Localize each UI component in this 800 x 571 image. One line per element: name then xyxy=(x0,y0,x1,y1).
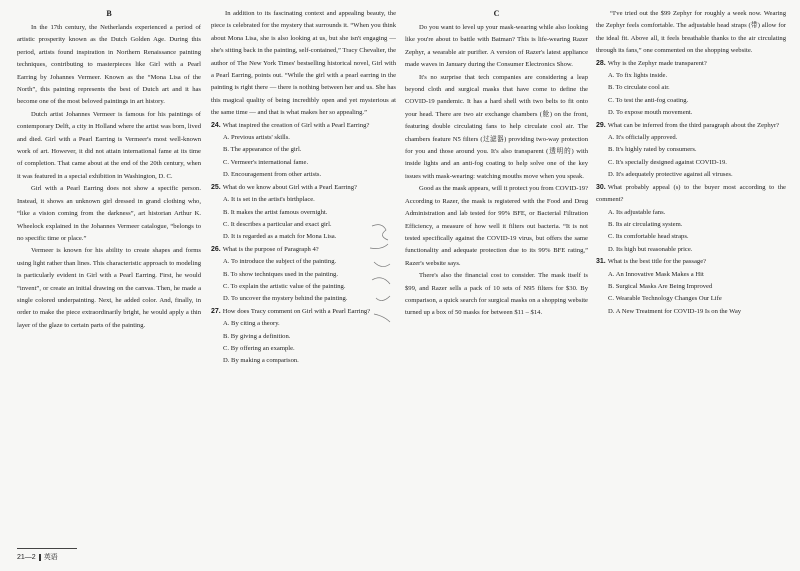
subject-label: 英语 xyxy=(43,554,58,561)
question-stem: What do we know about Girl with a Pearl Earring? xyxy=(222,183,357,191)
option-c[interactable]: C. It's specially designed against COVID-19. xyxy=(608,158,727,166)
option-a[interactable]: A. Its adjustable fans. xyxy=(608,208,666,216)
section-c-title: C xyxy=(493,9,500,18)
question-stem: What is the best title for the passage? xyxy=(607,258,707,266)
question-number: 31. xyxy=(596,258,606,266)
option-c[interactable]: C. Wearable Technology Changes Our Life xyxy=(608,295,722,303)
passage-c-paragraph-1: Do you want to level up your mask-wearing while also looking like you're about to battle with Batman? This is life-wearing Razer Zephyr, a wearable air purifier. A version of Razer's latest appliance made waves in January during the Consumer Electronics Show. xyxy=(405,24,588,69)
question-stem: What inspired the creation of Girl with a Pearl Earring? xyxy=(222,121,370,129)
question-number: 30. xyxy=(596,183,606,191)
option-d[interactable]: D. It's adequately protective against all viruses. xyxy=(608,171,733,179)
column-4 xyxy=(596,8,786,318)
passage-c-paragraph-2: It's no surprise that tech companies are considering a leap beyond cloth and surgical masks that have come to define the COVID-19 pandemic. It has a hard shell with two belts to fit onto your head. There are two air exchange chambers (舱) on the front, featuring double circulating fans to help circulate cool air. The chambers feature N5 filters (过滤器) providing two-way protection for you and those around you. It's also transparent (透明的) with inside lights and an anti-fog coating to help solve one of the key issues with mask-wearing: watching mouths move when you speak. xyxy=(405,73,588,180)
option-b[interactable]: B. The appearance of the girl. xyxy=(223,146,302,154)
question-number: 27. xyxy=(211,307,221,315)
option-d[interactable]: D. A New Treatment for COVID-19 Is on the Way xyxy=(608,307,742,315)
passage-b-paragraph-5: In addition to its fascinating context and appealing beauty, the piece is celebrated for the mystery that surrounds it. “When you think about Mona Lisa, she is also looking at us, but she isn't engaging — she's sitting back in the painting, self-contained,” Tracy Chevalier, the author of The New York Times' bestselling historical novel, Girl with a Pearl Earring, points out. “While the girl with a pearl earring in the painting is right there — there is nothing between her and us. She has this magical quality of being incredibly open and yet mysterious at the same time — and that is what makes her so appealing.” xyxy=(211,10,396,117)
question-30 xyxy=(596,182,786,207)
question-stem: What can be inferred from the third paragraph about the Zephyr? xyxy=(607,121,780,129)
passage-b-paragraph-3: Girl with a Pearl Earring does not show a specific person. Instead, it shows an unknown girl dressed in grand clothing who, “like a vision coming from the darkness”, art historian Arthur K. Wheelock explained in the Johannes Vermeer catalogue, “belongs to no specific time or place.” xyxy=(17,185,201,242)
column-3 xyxy=(405,8,588,320)
option-c[interactable]: C. To test the anti-fog coating. xyxy=(608,96,689,104)
handwritten-scribble-icon xyxy=(368,218,398,328)
option-d[interactable]: D. To expose mouth movement. xyxy=(608,109,693,117)
question-stem: What probably appeal (s) to the buyer most according to the comment? xyxy=(596,183,786,204)
question-25 xyxy=(211,182,396,194)
option-b[interactable]: B. Surgical Masks Are Being Improved xyxy=(608,282,713,290)
passage-c-paragraph-5: “I've tried out the $99 Zephyr for roughly a week now. Wearing the Zephyr feels comfortable. The adjustable head straps (带) allow for the ideal fit. Above all, it feels breathable thanks to the air circulating through its fans,” one commented on the shopping website. xyxy=(596,10,786,55)
footer-divider xyxy=(17,548,77,549)
option-a[interactable]: A. Previous artists' skills. xyxy=(223,134,290,142)
page-number: 21—2 xyxy=(17,554,36,561)
option-a[interactable]: A. It is set in the artist's birthplace. xyxy=(223,196,315,204)
page-footer xyxy=(17,552,58,562)
option-b[interactable]: B. It makes the artist famous overnight. xyxy=(223,208,328,216)
passage-b-paragraph-2: Dutch artist Johannes Vermeer is famous for his paintings of contemporary Delft, a city in Holland where the artist was born, lived and died. Girl with a Pearl Earring is Vermeer's most well-known work of art. However, it did not attain international fame at its time of completion. That came about at the end of the 20th century, when it was featured in a special exhibition in Washington, D. C. xyxy=(17,110,201,180)
option-a[interactable]: A. An Innovative Mask Makes a Hit xyxy=(608,270,704,278)
option-c[interactable]: C. To explain the artistic value of the painting. xyxy=(223,282,346,290)
option-b[interactable]: B. Its air circulating system. xyxy=(608,220,683,228)
option-b[interactable]: B. It's highly rated by consumers. xyxy=(608,146,697,154)
option-b[interactable]: B. To show techniques used in the painting. xyxy=(223,270,338,278)
option-a[interactable]: A. To fix lights inside. xyxy=(608,72,668,80)
passage-b-paragraph-4: Vermeer is known for his ability to create shapes and forms using light rather than lines. This characteristic approach to modeling is particularly evident in Girl with a Pearl Earring. First, he would “invent”, or create an initial drawing on the canvas. Then, he made a single colored underpainting. Next, he added color. And, finally, in order to make the piece extraordinarily bright, he would apply a thin layer of the glaze to certain parts of the painting. xyxy=(17,247,201,329)
section-b-title: B xyxy=(106,9,112,18)
option-a[interactable]: A. It's officially approved. xyxy=(608,134,678,142)
question-stem: Why is the Zephyr made transparent? xyxy=(607,59,707,67)
option-b[interactable]: B. To circulate cool air. xyxy=(608,84,670,92)
passage-b-paragraph-1: In the 17th century, the Netherlands experienced a period of artistic prosperity known as the Dutch Golden Age. During this period, artists found inspiration in Northern Renaissance painting techniques, contributing to masterpieces like Girl with a Pearl Earring by Johannes Vermeer. Known as the “Mona Lisa of the North”, this painting represents the best of Dutch art and it has become one of the most beloved paintings in art history. xyxy=(17,24,201,106)
question-stem: How does Tracy comment on Girl with a Pearl Earring? xyxy=(222,307,371,315)
question-28 xyxy=(596,58,786,70)
option-d[interactable]: D. Encouragement from other artists. xyxy=(223,171,322,179)
question-number: 29. xyxy=(596,121,606,129)
question-stem: What is the purpose of Paragraph 4? xyxy=(222,245,319,253)
question-number: 25. xyxy=(211,183,221,191)
option-b[interactable]: B. By giving a definition. xyxy=(223,332,291,340)
option-d[interactable]: D. It is regarded as a match for Mona Lisa. xyxy=(223,233,337,241)
separator-bar xyxy=(39,554,41,561)
option-d[interactable]: D. Its high but reasonable price. xyxy=(608,245,693,253)
column-1 xyxy=(17,8,201,332)
passage-c-paragraph-3: Good as the mask appears, will it protect you from COVID-19? According to Razer, the mask is registered with the Food and Drug Administration and lab tested for 99% BFE, or Bacterial Filtration Efficiency, a measure of how well it filters out bacteria. “It is not tested specifically against the COVID-19 virus, but offers the same functionality and adequate protection due to its 99% BFE rating,” Razer's website says. xyxy=(405,185,588,267)
option-c[interactable]: C. Its comfortable head straps. xyxy=(608,233,689,241)
question-29 xyxy=(596,120,786,132)
question-number: 26. xyxy=(211,245,221,253)
option-c[interactable]: C. Vermeer's international fame. xyxy=(223,158,309,166)
option-d[interactable]: D. To uncover the mystery behind the painting. xyxy=(223,295,348,303)
question-24 xyxy=(211,120,396,132)
question-number: 24. xyxy=(211,121,221,129)
question-number: 28. xyxy=(596,59,606,67)
option-c[interactable]: C. By offering an example. xyxy=(223,344,295,352)
option-c[interactable]: C. It describes a particular and exact girl. xyxy=(223,220,332,228)
option-d[interactable]: D. By making a comparison. xyxy=(223,357,299,365)
option-a[interactable]: A. To introduce the subject of the painting. xyxy=(223,258,337,266)
passage-c-paragraph-4: There's also the financial cost to consider. The mask itself is $99, and Razer sells a pack of 10 sets of N95 filters for $30. By comparison, a quick search for surgical masks on a shopping website turned up a box of 50 masks for between $11 – $14. xyxy=(405,272,588,317)
option-a[interactable]: A. By citing a theory. xyxy=(223,320,280,328)
question-31 xyxy=(596,256,786,268)
